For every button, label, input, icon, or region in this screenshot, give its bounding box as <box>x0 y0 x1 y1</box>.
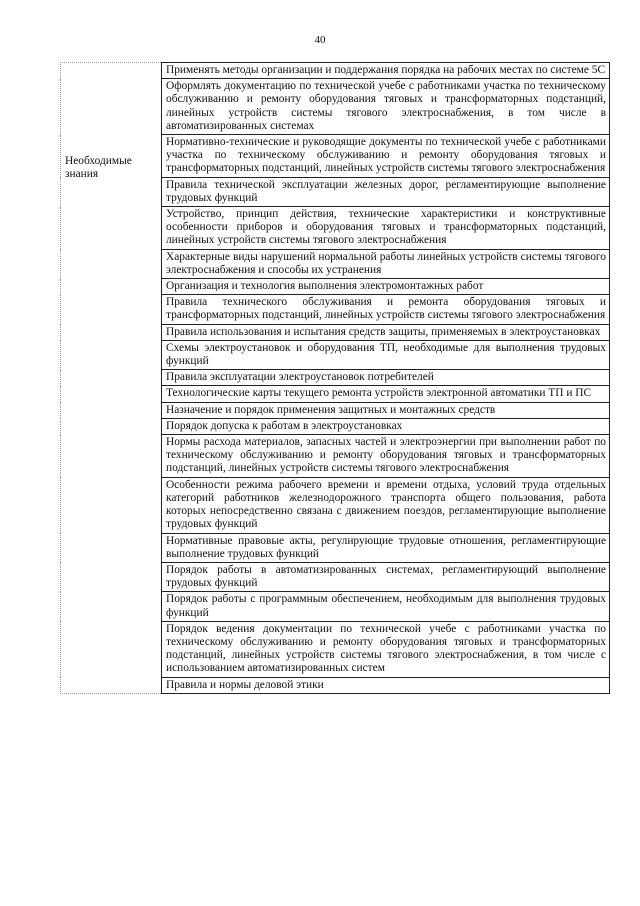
knowledge-item: Организация и технология выполнения электромонтажных работ <box>162 279 610 295</box>
knowledge-item: Особенности режима рабочего времени и времени отдыха, условий труда отдельных категорий работников железнодорожного транспорта общего пользования, работа которых непосредственно связана с движением поездов, регламентирующие выполнение трудовых функций <box>162 477 610 533</box>
skill-item-5s: Применять методы организации и поддержания порядка на рабочих местах по системе 5С <box>162 63 610 79</box>
knowledge-item: Характерные виды нарушений нормальной работы линейных устройств системы тягового электроснабжения и способы их устранения <box>162 249 610 278</box>
knowledge-item: Порядок допуска к работам в электроустановках <box>162 418 610 434</box>
skill-item-documentation: Оформлять документацию по технической учебе с работниками участка по техническому обслуживанию и ремонту оборудования тяговых и трансформаторных подстанций, линейных устройств системы тягового электроснабжения, в том числе в автоматизированных системах <box>162 79 610 135</box>
knowledge-item: Правила использования и испытания средств защиты, применяемых в электроустановках <box>162 324 610 340</box>
page-number: 40 <box>314 34 326 46</box>
knowledge-item: Нормативно-технические и руководящие документы по технической учебе с работниками участка по техническому обслуживанию и ремонту оборудования тяговых и трансформаторных подстанций, линейных устройств системы тягового электроснабжения <box>162 135 610 178</box>
knowledge-item: Порядок работы с программным обеспечением, необходимым для выполнения трудовых функций <box>162 592 610 621</box>
knowledge-item: Схемы электроустановок и оборудования ТП, необходимые для выполнения трудовых функций <box>162 340 610 369</box>
table-row <box>61 63 610 79</box>
knowledge-item: Устройство, принцип действия, технические характеристики и конструктивные особенности приборов и оборудования тяговых и трансформаторных подстанций, линейных устройств системы тягового электроснабжения <box>162 207 610 250</box>
knowledge-item: Правила технического обслуживания и ремонта оборудования тяговых и трансформаторных подстанций, линейных устройств системы тягового электроснабжения <box>162 295 610 324</box>
knowledge-item: Нормы расхода материалов, запасных частей и электроэнергии при выполнении работ по техническому обслуживанию и ремонту оборудования тяговых и трансформаторных подстанций, линейных устройств системы тягового электроснабжения <box>162 435 610 478</box>
knowledge-item: Технологические карты текущего ремонта устройств электронной автоматики ТП и ПС <box>162 386 610 402</box>
knowledge-item: Нормативные правовые акты, регулирующие трудовые отношения, регламентирующие выполнение трудовых функций <box>162 533 610 562</box>
knowledge-item: Правила эксплуатации электроустановок потребителей <box>162 370 610 386</box>
knowledge-item: Порядок работы в автоматизированных системах, регламентирующий выполнение трудовых функций <box>162 562 610 591</box>
knowledge-item: Порядок ведения документации по технической учебе с работниками участка по техническому обслуживанию и ремонту оборудования тяговых и трансформаторных подстанций, линейных устройств системы тягового электроснабжения, в том числе с использованием автоматизированных систем <box>162 621 610 677</box>
knowledge-item: Правила и нормы деловой этики <box>162 677 610 693</box>
knowledge-item: Правила технической эксплуатации железных дорог, регламентирующие выполнение трудовых функций <box>162 177 610 206</box>
knowledge-table <box>60 62 610 694</box>
knowledge-item: Назначение и порядок применения защитных и монтажных средств <box>162 402 610 418</box>
section-label: Необходимые знания <box>61 63 162 694</box>
